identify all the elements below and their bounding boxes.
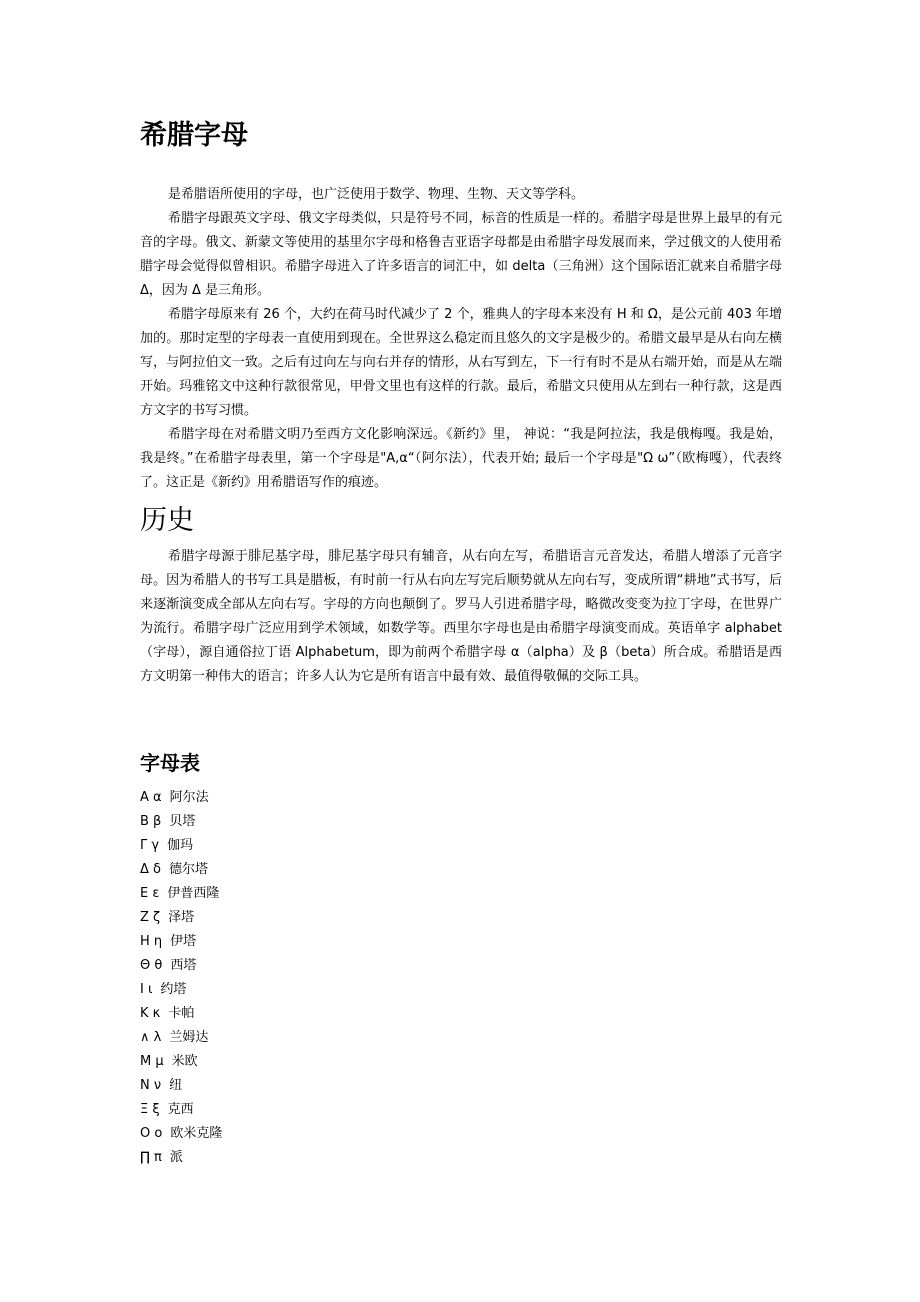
letter-name: 伽玛: [167, 838, 194, 853]
intro-paragraph: 希腊字母在对希腊文明乃至西方文化影响深远。《新约》里， 神说：“我是阿拉法，我是俄梅嘎。我是始，我是终。”在希腊字母表里，第一个字母是"Α,α“（阿尔法），代表开始; 最后一个字母是"Ω ω”（欧梅嘎），代表终了。这正是《新约》用希腊语写作的痕迹。: [140, 427, 782, 490]
letter-symbols: Ι ι: [140, 982, 153, 997]
letter-symbols: Β β: [140, 814, 162, 829]
history-section: [140, 545, 782, 689]
letter-name: 阿尔法: [169, 790, 209, 805]
history-paragraph: 希腊字母源于腓尼基字母，腓尼基字母只有辅音，从右向左写，希腊语言元音发达，希腊人增添了元音字母。因为希腊人的书写工具是腊板，有时前一行从右向左写完后顺势就从左向右写，变成所谓“耕地”式书写，后来逐渐演变成全部从左向右写。字母的方向也颠倒了。罗马人引进希腊字母，略微改变变为拉丁字母，在世界广为流行。希腊字母广泛应用到学术领域，如数学等。西里尔字母也是由希腊字母演变而成。英语单字 alphabet（字母），源自通俗拉丁语 Alphabetum，即为前两个希腊字母 α（alpha）及 β（beta）所合成。希腊语是西方文明第一种伟大的语言；许多人认为它是所有语言中最有效、最值得敬佩的交际工具。: [140, 549, 782, 684]
letter-name: 西塔: [170, 958, 197, 973]
letter-name: 派: [169, 1150, 183, 1165]
letter-name: 纽: [169, 1078, 183, 1093]
history-heading: 历史: [140, 505, 194, 536]
alphabet-item: [140, 786, 222, 810]
page-title: 希腊字母: [140, 120, 248, 151]
alphabet-item: [140, 1026, 222, 1050]
alphabet-item: [140, 930, 222, 954]
letter-name: 克西: [167, 1102, 194, 1117]
letter-symbols: Ξ ξ: [140, 1102, 160, 1117]
alphabet-item: [140, 1098, 222, 1122]
intro-paragraph: 希腊字母跟英文字母、俄文字母类似，只是符号不同，标音的性质是一样的。希腊字母是世界上最早的有元音的字母。俄文、新蒙文等使用的基里尔字母和格鲁吉亚语字母都是由希腊字母发展而来，学过俄文的人使用希腊字母会觉得似曾相识。希腊字母进入了许多语言的词汇中，如 delta（三角洲）这个国际语汇就来自希腊字母 Δ，因为 Δ 是三角形。: [140, 211, 782, 298]
letter-symbols: Μ μ: [140, 1054, 164, 1069]
letter-name: 泽塔: [168, 910, 195, 925]
alphabet-item: [140, 954, 222, 978]
alphabet-item: [140, 1002, 222, 1026]
letter-name: 约塔: [160, 982, 187, 997]
letter-symbols: Γ γ: [140, 838, 160, 853]
alphabet-item: [140, 1050, 222, 1074]
alphabet-item: [140, 1122, 222, 1146]
alphabet-item: [140, 858, 222, 882]
letter-symbols: ∧ λ: [140, 1030, 162, 1045]
intro-paragraph: 希腊字母原来有 26 个，大约在荷马时代减少了 2 个，雅典人的字母本来没有 H 和 Ω，是公元前 403 年增加的。那时定型的字母表一直使用到现在。全世界这么稳定而且悠久的文字是极少的。希腊文最早是从右向左横写，与阿拉伯文一致。之后有过向左与向右并存的情形，从右写到左，下一行有时不是从右端开始，而是从左端开始。玛雅铭文中这种行款很常见，甲骨文里也有这样的行款。最后，希腊文只使用从左到右一种行款，这是西方文字的书写习惯。: [140, 307, 782, 418]
alphabet-list: [140, 786, 222, 1170]
letter-symbols: Ζ ζ: [140, 910, 161, 925]
alphabet-item: [140, 906, 222, 930]
alphabet-item: [140, 1146, 222, 1170]
alphabet-heading: 字母表: [140, 751, 200, 775]
letter-name: 德尔塔: [168, 862, 208, 877]
alphabet-item: [140, 978, 222, 1002]
alphabet-item: [140, 1074, 222, 1098]
letter-symbols: Ε ε: [140, 886, 160, 901]
intro-section: [140, 183, 782, 495]
letter-name: 贝塔: [169, 814, 196, 829]
intro-paragraph: 是希腊语所使用的字母，也广泛使用于数学、物理、生物、天文等学科。: [168, 187, 585, 202]
letter-symbols: Α α: [140, 790, 162, 805]
letter-symbols: Ν ν: [140, 1078, 162, 1093]
letter-symbols: Θ θ: [140, 958, 163, 973]
letter-name: 欧米克隆: [170, 1126, 223, 1141]
alphabet-item: [140, 882, 222, 906]
letter-name: 兰姆达: [169, 1030, 209, 1045]
letter-symbols: Ο ο: [140, 1126, 163, 1141]
alphabet-item: [140, 810, 222, 834]
letter-symbols: Δ δ: [140, 862, 161, 877]
letter-name: 卡帕: [168, 1006, 195, 1021]
letter-symbols: Η η: [140, 934, 163, 949]
letter-symbols: Κ κ: [140, 1006, 161, 1021]
letter-name: 伊塔: [170, 934, 197, 949]
letter-name: 伊普西隆: [167, 886, 220, 901]
letter-symbols: ∏ π: [140, 1150, 162, 1165]
alphabet-item: [140, 834, 222, 858]
letter-name: 米欧: [171, 1054, 198, 1069]
